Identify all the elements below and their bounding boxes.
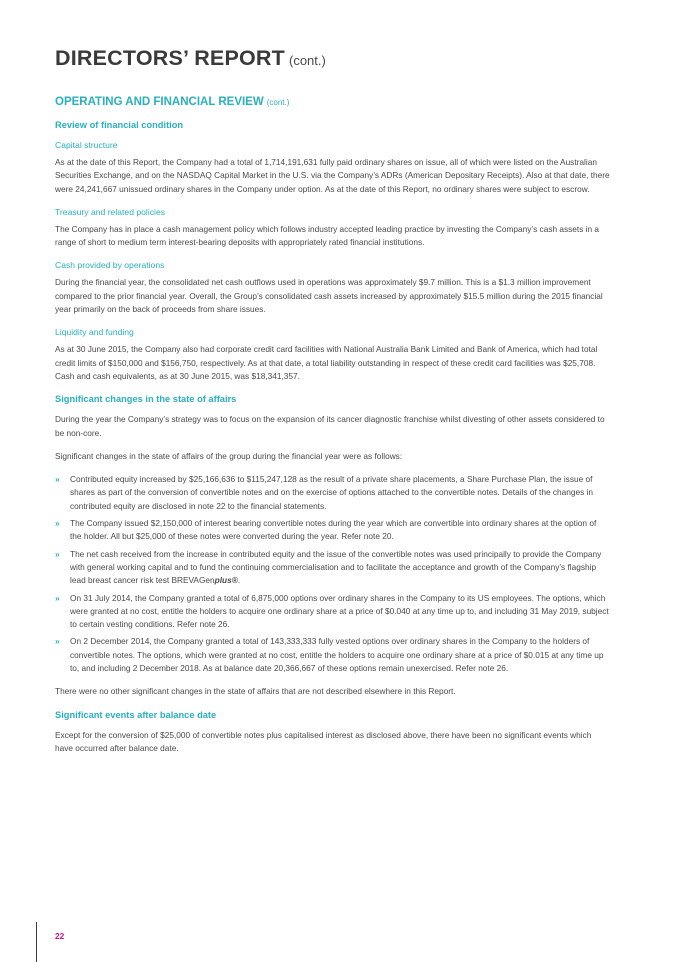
section-title — [55, 96, 289, 108]
list-item — [55, 635, 610, 675]
changes-lead: Significant changes in the state of affairs of the group during the financial year were as follows: — [55, 450, 403, 461]
bullet-marker: » — [55, 518, 60, 529]
cash-operations-heading: Cash provided by operations — [55, 260, 165, 271]
brand-suffix: plus® — [214, 575, 238, 586]
liquidity-text: As at 30 June 2015, the Company also had corporate credit card facilities with National Australia Bank Limited and Bank of America, which had total credit limits of $150,000 and $156,750, respectively. As at that date, a total liability outstanding in respect of these credit card facilities was $25,708. Cash and cash equivalents, as at 30 June 2015, was $18,341,357. — [55, 344, 598, 381]
liquidity-heading: Liquidity and funding — [55, 327, 134, 338]
changes-heading: Significant changes in the state of affairs — [55, 394, 237, 405]
list-item-text: The Company issued $2,150,000 of interest bearing convertible notes during the year which are convertible into ordinary shares at the option of the holder. All but $25,000 of these notes were converted during the year. Refer note 20. — [70, 518, 597, 542]
list-item — [55, 473, 610, 513]
treasury-text: The Company has in place a cash management policy which follows industry accepted leading practice by investing the Company’s cash assets in a range of short to medium term interest-bearing deposits with appropriately rated financial institutions. — [55, 223, 600, 248]
page-title-suffix: (cont.) — [288, 53, 326, 68]
review-heading: Review of financial condition — [55, 120, 184, 130]
bullet-marker: » — [55, 592, 60, 603]
list-item — [55, 592, 610, 632]
changes-list — [55, 473, 610, 675]
treasury-heading: Treasury and related policies — [55, 206, 166, 217]
events-text: Except for the conversion of $25,000 of convertible notes plus capitalised interest as disclosed above, there have been no significant events which have occurred after balance date. — [55, 729, 592, 753]
page-title — [55, 46, 326, 71]
list-item-text: On 2 December 2014, the Company granted a total of 143,333,333 fully vested options over ordinary shares in the Company to the holders of convertible notes. The options, which were granted at no cost, entitle the holders to acquire one ordinary share at a price of $0.015 at any time up to, and including 2 December 2018. As at balance date 20,366,667 of these options remain unexercised. Refer note 26. — [70, 636, 604, 674]
capital-structure-heading: Capital structure — [55, 140, 118, 150]
section-title-text: OPERATING AND FINANCIAL REVIEW — [55, 96, 264, 108]
capital-structure-text: As at the date of this Report, the Company had a total of 1,714,191,631 fully paid ordinary shares on issue, all of which were listed on the Australian Securities Exchange, and on the NASDAQ Capital Market in the U.S. via the Company’s ADRs (American Depositary Receipts). Also at that date, there were 24,241,667 unissued ordinary shares in the Company under option. As at the date of this Report, no ordinary shares were subject to escrow. — [55, 157, 610, 194]
page-title-text: DIRECTORS’ REPORT — [55, 46, 285, 70]
bullet-marker: » — [55, 636, 60, 647]
list-item-text: On 31 July 2014, the Company granted a total of 6,875,000 options over ordinary shares in the Company to its US employees. The options, which were granted at no cost, entitle the holders to acquire one ordinary share at a price of $0.040 at any time up to, and including 31 May 2019, subject to certain vesting conditions. Refer note 26. — [70, 592, 609, 630]
report-body — [55, 119, 610, 765]
list-item: » The net cash received from the increase in contributed equity and the issue of the convertible notes was used principally to provide the Company with general working capital and to fund the continuing commercialisation and to facilitate the acceptance and growth of the Company’s flagship lead breast cancer risk test BREVAGenplus®. — [55, 548, 602, 586]
events-heading: Significant events after balance date — [55, 709, 217, 720]
list-item — [55, 517, 610, 544]
footer-divider — [36, 922, 37, 962]
section-title-suffix: (cont.) — [266, 98, 290, 107]
changes-intro: During the year the Company’s strategy was to focus on the expansion of its cancer diagnostic franchise whilst divesting of other assets considered to be non-core. — [55, 414, 605, 438]
list-item-text: Contributed equity increased by $25,166,636 to $115,247,128 as the result of a private share placements, a Share Purchase Plan, the issue of shares as part of the conversion of convertible notes and on the exercise of options attached to the convertible notes. Details of the changes in contributed equity are disclosed in note 22 to the financial statements. — [70, 474, 594, 511]
bullet-marker: » — [55, 548, 60, 559]
cash-operations-text: During the financial year, the consolidated net cash outflows used in operations was approximately $9.7 million. This is a $1.3 million improvement compared to the prior financial year. Overall, the Group’s consolidated cash assets increased by approximately $15.5 million during the 2015 financial year primarily on the back of proceeds from share issues. — [55, 277, 603, 315]
bullet-marker: » — [55, 474, 60, 485]
list-item-text: The net cash received from the increase in contributed equity and the issue of the convertible notes was used principally to provide the Company with general working capital and to fund the continuing commercialisation and to facilitate the acceptance and growth of the Company’s flagship lead breast cancer risk test BREVAGen — [70, 548, 602, 586]
page-number: 22 — [55, 931, 65, 941]
changes-closing: There were no other significant changes in the state of affairs that are not described elsewhere in this Report. — [55, 686, 456, 697]
